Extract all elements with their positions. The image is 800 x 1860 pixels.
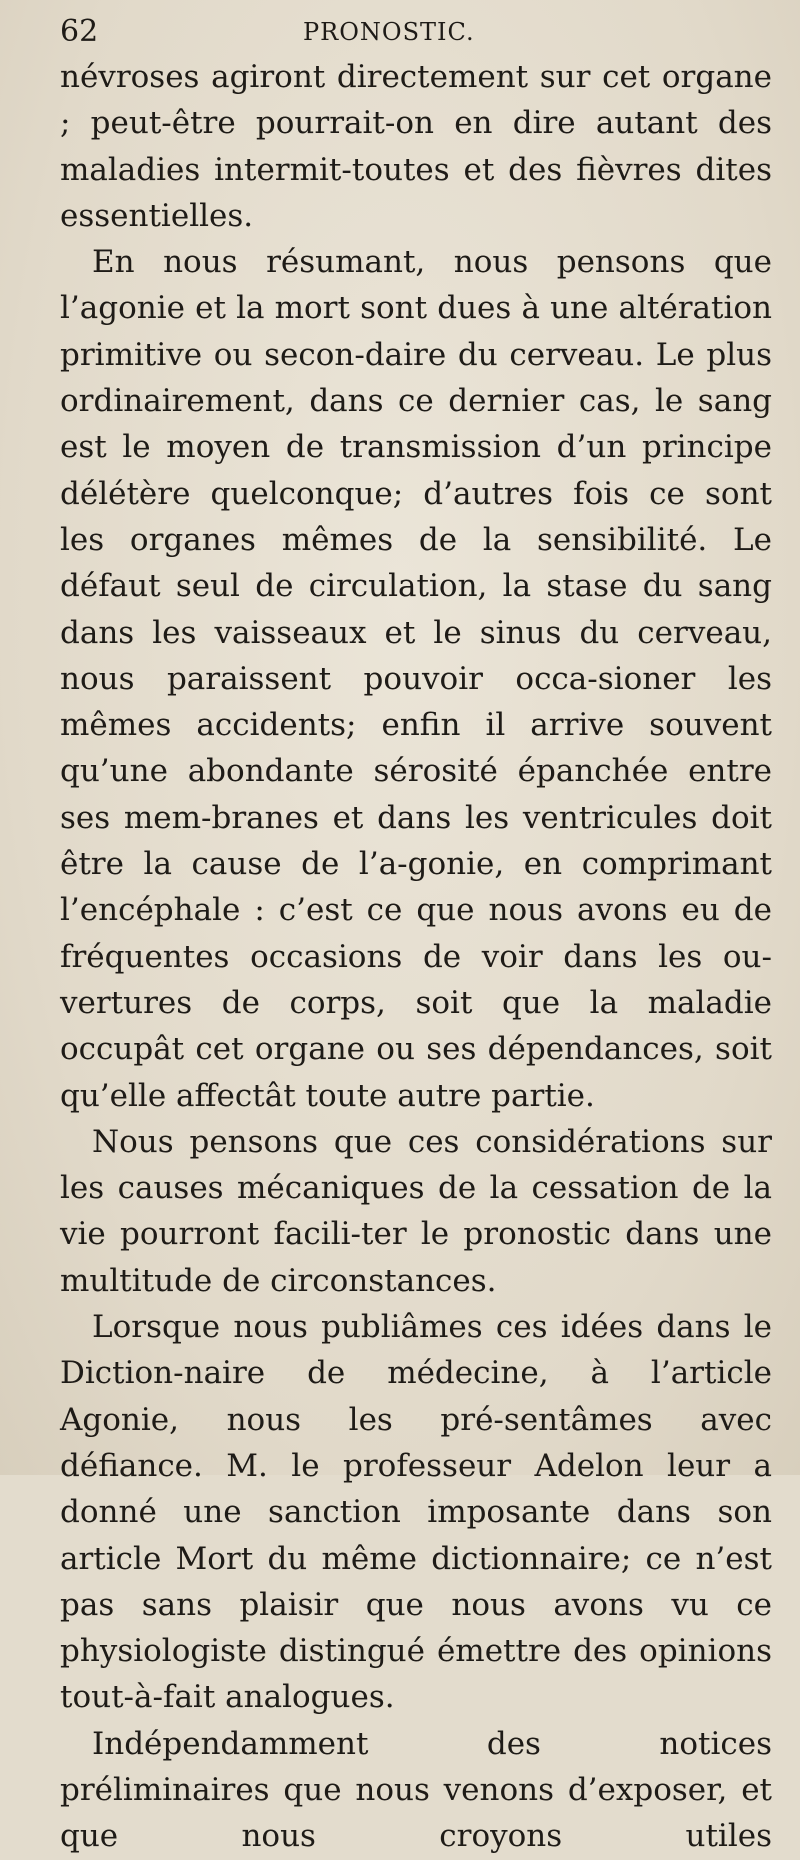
running-title: PRONOSTIC.: [303, 18, 475, 46]
paragraph-preliminary-notices: Indépendamment des notices préliminaires que nous venons d’exposer, et que nous croyons utiles: [60, 1725, 772, 1855]
paragraph-agonie-causes: En nous résumant, nous pensons que l’agonie et la mort sont dues à une altération primitive ou secon-daire du cerveau. Le plus ordinairement, dans ce dernier cas, le sang est le moyen de transmission d’un principe délétère quelconque; d’autres fois ce sont les organes mêmes de la sensibilité. Le défaut seul de circulation, la stase du sang dans les vaisseaux et le sinus du cerveau, nous paraissent pouvoir occa-sioner les mêmes accidents; enfin il arrive souvent qu’une abondante sérosité épanchée entre ses mem-branes et dans les ventricules doit être la cause de l’a-gonie, en comprimant l’encéphale : c’est ce que nous avons eu de fréquentes occasions de voir dans les ou-vertures de corps, soit que la maladie occupât cet organe ou ses dépendances, soit qu’elle affectât toute autre partie.: [60, 244, 772, 1114]
paragraph-mechanical-causes: Nous pensons que ces considérations sur les causes mécaniques de la cessation de la vie pourront facili-ter le pronostic dans une multitude de circonstances.: [60, 1123, 772, 1299]
paragraph-continuation: névroses agiront directement sur cet organe ; peut-être pourrait-on en dire autant des maladies intermit-toutes et des fièvres dites essentielles.: [60, 59, 772, 234]
body-text: [60, 54, 772, 1860]
running-head: [60, 10, 772, 54]
page-number: 62: [60, 14, 99, 49]
paragraph-dictionary-reference: Lorsque nous publiâmes ces idées dans le Diction-naire de médecine, à l’article Agonie, nous les pré-sentâmes avec défiance. M. le professeur Adelon leur a donné une sanction imposante dans son article Mort du même dictionnaire; ce n’est pas sans plaisir que nous avons vu ce physiologiste distingué émettre des opinions tout-à-fait analogues.: [60, 1309, 772, 1716]
